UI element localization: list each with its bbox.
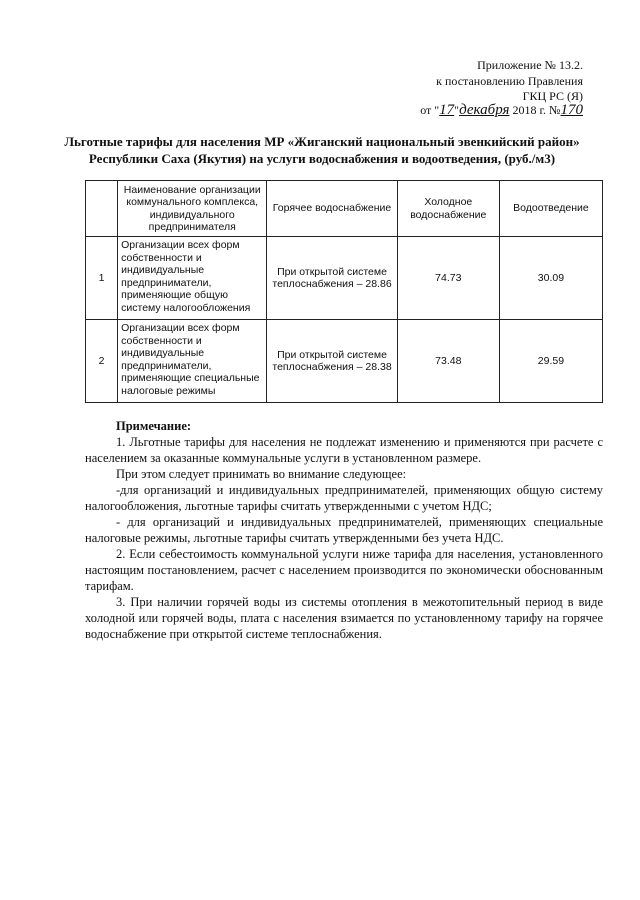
table-row bbox=[86, 237, 603, 320]
org-label: ГКЦ РС (Я) bbox=[522, 89, 583, 103]
row-num: 1 bbox=[86, 237, 118, 320]
tariff-table bbox=[85, 180, 603, 403]
header-drainage: Водоотведение bbox=[499, 181, 602, 237]
row-drainage: 30.09 bbox=[499, 237, 602, 320]
date-month: декабря bbox=[459, 102, 510, 118]
appendix-label: Приложение № 13.2. bbox=[477, 58, 583, 72]
row-hot-water: При открытой системе теплоснабжения – 28.86 bbox=[267, 237, 397, 320]
header-cold-water: Холодное водоснабжение bbox=[397, 181, 499, 237]
row-cold-water: 73.48 bbox=[397, 320, 499, 403]
table-row bbox=[86, 320, 603, 403]
row-cold-water: 74.73 bbox=[397, 237, 499, 320]
header-hot-water: Горячее водоснабжение bbox=[267, 181, 397, 237]
note-paragraph-4: - для организаций и индивидуальных предпринимателей, применяющих специальные налоговые режимы, льготные тарифы считать утвержденными без учета НДС. bbox=[85, 515, 603, 545]
table-header-row bbox=[86, 181, 603, 237]
note-paragraph-6: 3. При наличии горячей воды из системы отопления в межотопительный период в виде холодной или горячей воды, плата с населения взимается по установленному тарифу на горячее водоснабжение при открытой системе теплоснабжения. bbox=[85, 595, 603, 641]
row-drainage: 29.59 bbox=[499, 320, 602, 403]
header-num bbox=[86, 181, 118, 237]
date-year: 2018 г. № bbox=[512, 103, 561, 117]
date-day: 17 bbox=[439, 102, 455, 118]
row-num: 2 bbox=[86, 320, 118, 403]
note-paragraph-3: -для организаций и индивидуальных предпринимателей, применяющих общую систему налогообложения, льготные тарифы считать утвержденными с учетом НДС; bbox=[85, 483, 603, 513]
note-paragraph-2: При этом следует принимать во внимание следующее: bbox=[116, 467, 407, 481]
note-paragraph-5: 2. Если себестоимость коммунальной услуги ниже тарифа для населения, установленного настоящим постановлением, расчет с населением производится по экономически обоснованным тарифам. bbox=[85, 547, 603, 593]
notes-section bbox=[85, 418, 603, 642]
resolution-label: к постановлению Правления bbox=[436, 74, 583, 88]
resolution-number: 170 bbox=[560, 102, 583, 118]
row-org: Организации всех форм собственности и индивидуальные предприниматели, применяющие специальные налоговые режимы bbox=[118, 320, 267, 403]
header-org: Наименование организации коммунального комплекса, индивидуального предпринимателя bbox=[118, 181, 267, 237]
document-title: Льготные тарифы для населения МР «Жиганский национальный эвенкийский район» Республики Саха (Якутия) на услуги водоснабжения и водоотведения, (руб./м3) bbox=[64, 134, 580, 166]
note-paragraph-1: 1. Льготные тарифы для населения не подлежат изменению и применяются при расчете с населением за оказанные коммунальные услуги в установленном размере. bbox=[85, 435, 603, 465]
row-org: Организации всех форм собственности и индивидуальные предприниматели, применяющие общую систему налогообложения bbox=[118, 237, 267, 320]
row-hot-water: При открытой системе теплоснабжения – 28.38 bbox=[267, 320, 397, 403]
date-line: от "17"декабря 2018 г. №170 bbox=[420, 102, 583, 118]
notes-heading: Примечание: bbox=[116, 419, 192, 433]
date-prefix: от " bbox=[420, 103, 440, 117]
